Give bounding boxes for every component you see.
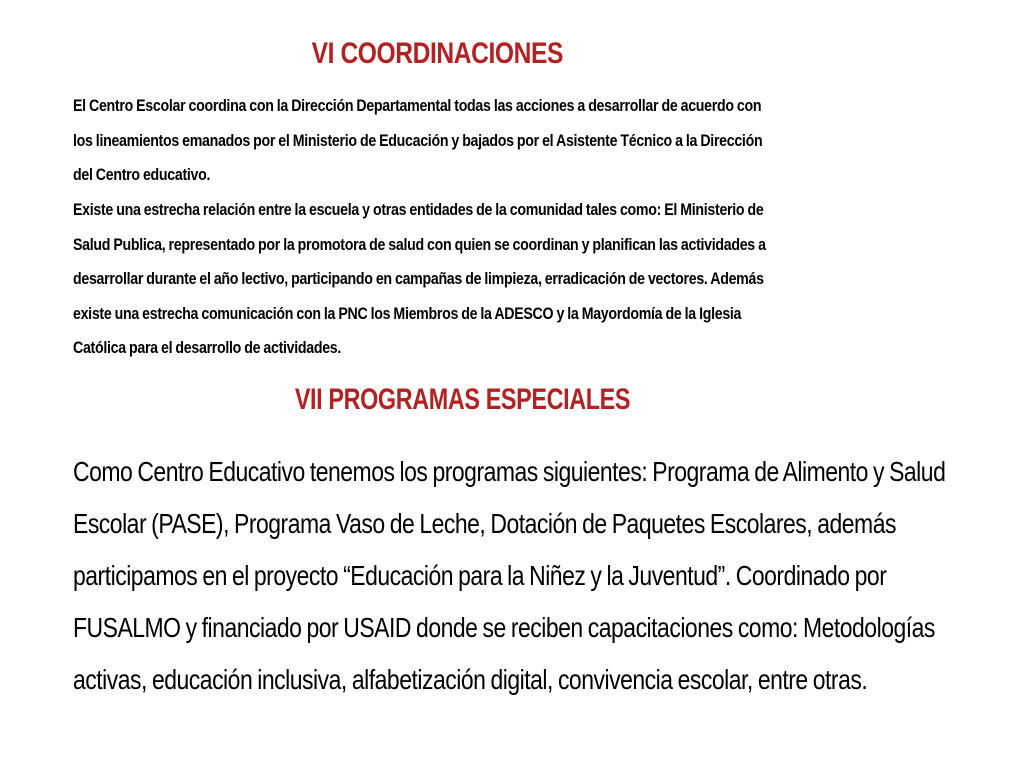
paragraph-line: del Centro educativo. xyxy=(73,166,211,184)
paragraph-line: Escolar (PASE), Programa Vaso de Leche, Dotación de Paquetes Escolares, además xyxy=(73,508,896,539)
paragraph-line: activas, educación inclusiva, alfabetización digital, convivencia escolar, entre otras. xyxy=(73,664,868,695)
coordinaciones-paragraph-comunidad xyxy=(73,193,993,366)
paragraph-line: los lineamientos emanados por el Ministerio de Educación y bajados por el Asistente Técnico a la Dirección xyxy=(73,131,763,150)
paragraph-line: FUSALMO y financiado por USAID donde se reciben capacitaciones como: Metodologías xyxy=(73,612,935,643)
paragraph-line: Salud Publica, representado por la promotora de salud con quien se coordinan y planifican las actividades a xyxy=(73,235,766,254)
paragraph-line: existe una estrecha comunicación con la PNC los Miembros de la ADESCO y la Mayordomía de la Iglesia xyxy=(73,304,742,323)
coordinaciones-paragraph-direccion xyxy=(73,89,993,193)
section-title-programas-especiales: VII PROGRAMAS ESPECIALES xyxy=(294,383,631,416)
paragraph-line: Como Centro Educativo tenemos los programas siguientes: Programa de Alimento y Salud xyxy=(73,456,946,487)
paragraph-line: desarrollar durante el año lectivo, participando en campañas de limpieza, erradicación de vectores. Además xyxy=(73,270,764,288)
paragraph-line: participamos en el proyecto “Educación para la Niñez y la Juventud”. Coordinado por xyxy=(73,560,887,591)
paragraph-line: Católica para el desarrollo de actividades. xyxy=(73,339,342,357)
paragraph-line: Existe una estrecha relación entre la escuela y otras entidades de la comunidad tales como: El Ministerio de xyxy=(73,201,764,219)
section-title-coordinaciones: VI COORDINACIONES xyxy=(311,37,563,70)
paragraph-line: El Centro Escolar coordina con la Dirección Departamental todas las acciones a desarrollar de acuerdo con xyxy=(73,97,762,115)
programas-paragraph xyxy=(73,446,973,706)
